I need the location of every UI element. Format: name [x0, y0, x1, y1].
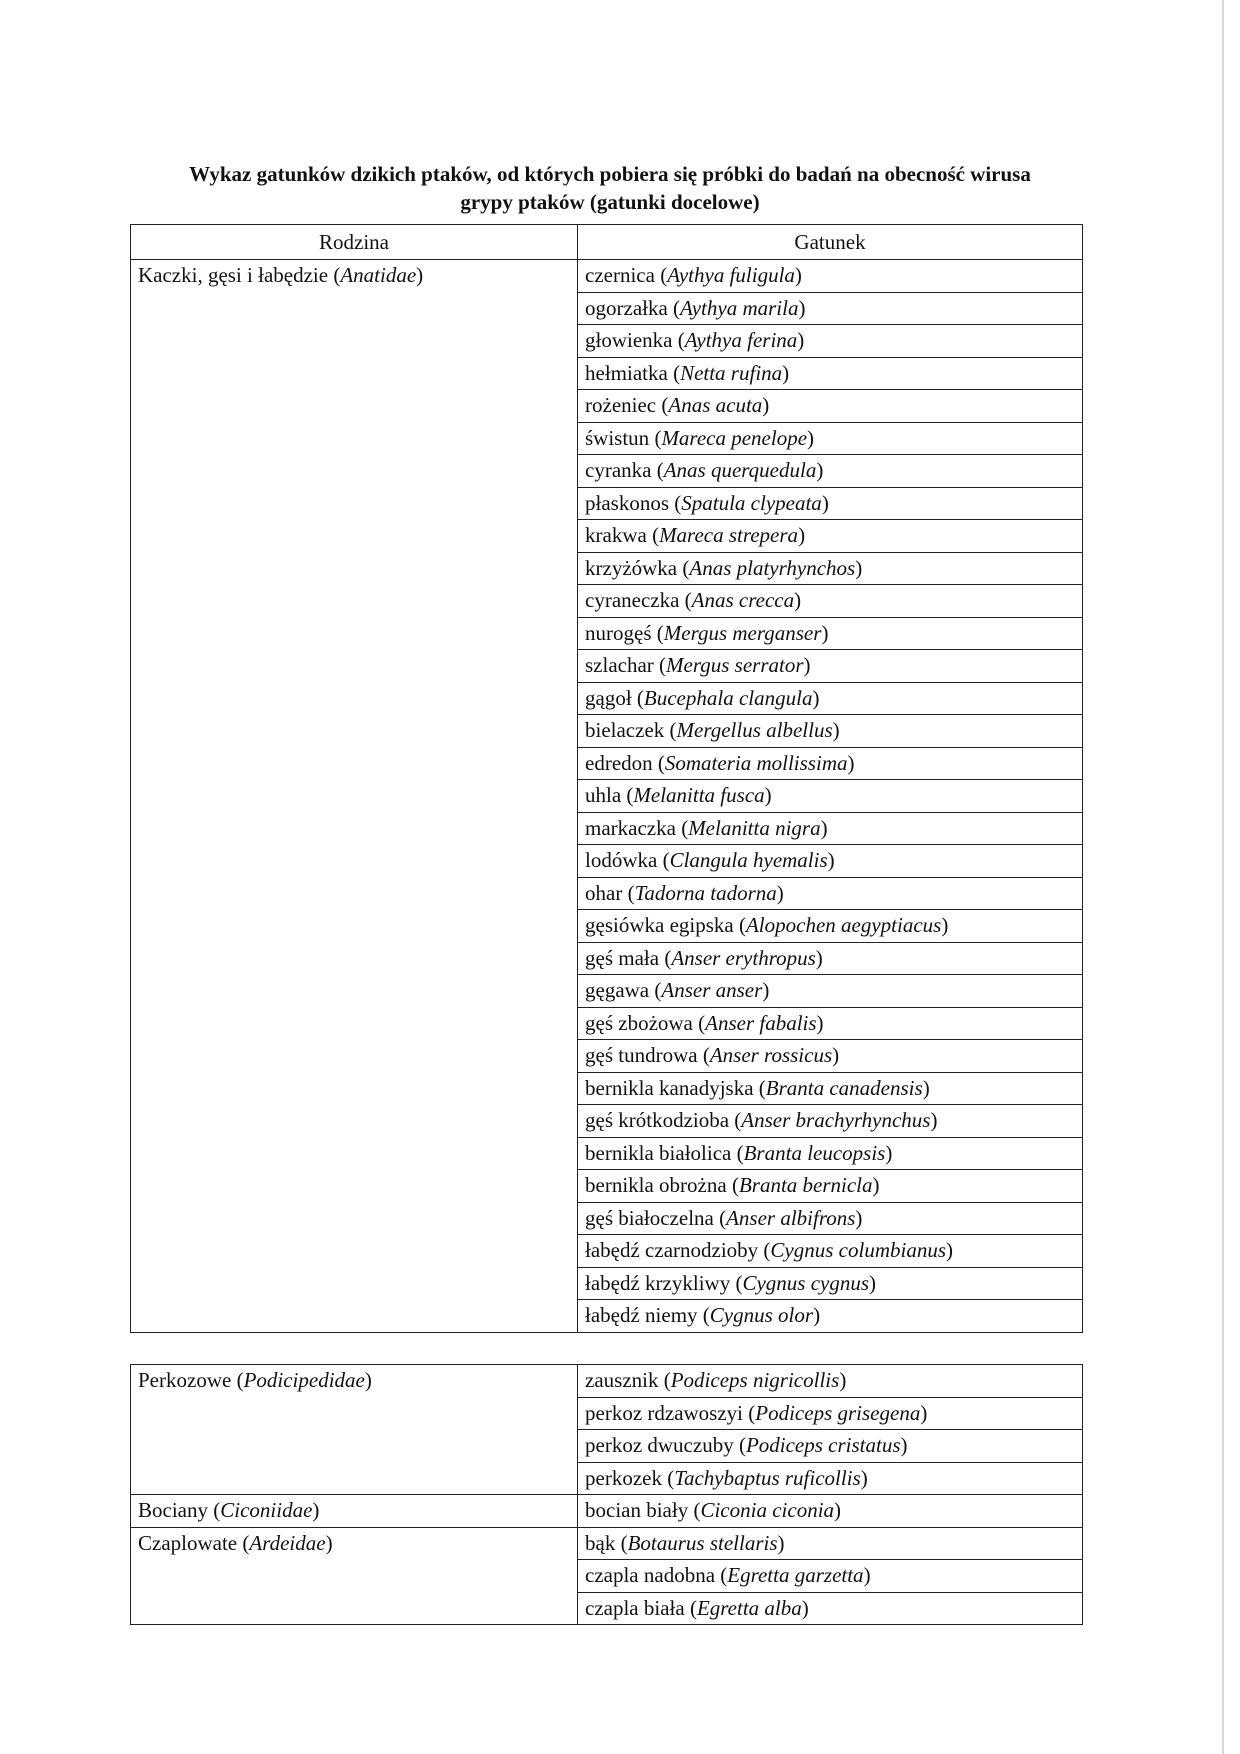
species-latin-name: Branta leucopsis	[743, 1140, 886, 1165]
species-common-name: bocian biały	[585, 1498, 689, 1522]
species-cell: perkoz rdzawoszyi (Podiceps grisegena)	[578, 1397, 1083, 1430]
species-cell: rożeniec (Anas acuta)	[578, 390, 1083, 423]
species-common-name: zausznik	[585, 1368, 659, 1392]
species-latin-name: Mergus merganser	[663, 620, 822, 645]
species-cell: cyranka (Anas querquedula)	[578, 455, 1083, 488]
species-latin-name: Aythya ferina	[684, 328, 798, 352]
species-common-name: bernikla białolica	[585, 1140, 732, 1165]
header-species: Gatunek	[578, 225, 1083, 260]
species-common-name: cyraneczka	[585, 588, 680, 612]
species-latin-name: Anas crecca	[691, 588, 795, 612]
species-cell: uhla (Melanitta fusca)	[578, 780, 1083, 813]
species-latin-name: Ciconia ciconia	[700, 1498, 835, 1522]
species-common-name: perkoz dwuczuby	[585, 1433, 734, 1457]
species-common-name: rożeniec	[585, 393, 657, 417]
family-latin-name: Ciconiidae	[220, 1498, 313, 1522]
species-common-name: lodówka	[585, 848, 658, 872]
species-common-name: świstun	[585, 425, 650, 450]
species-latin-name: Anser fabalis	[705, 1010, 817, 1035]
species-common-name: gęgawa	[585, 978, 650, 1002]
species-latin-name: Botaurus stellaris	[627, 1530, 778, 1555]
family-common-name: Perkozowe	[138, 1368, 232, 1392]
species-common-name: krzyżówka	[585, 555, 678, 580]
table-row	[131, 260, 1083, 293]
species-cell: gęgawa (Anser anser)	[578, 975, 1083, 1008]
species-cell: gęś tundrowa (Anser rossicus)	[578, 1040, 1083, 1073]
species-latin-name: Anser rossicus	[709, 1043, 833, 1067]
species-cell: łabędź czarnodzioby (Cygnus columbianus)	[578, 1235, 1083, 1268]
species-latin-name: Aythya fuligula	[667, 263, 795, 287]
species-cell: gęś białoczelna (Anser albifrons)	[578, 1202, 1083, 1235]
species-cell: nurogęś (Mergus merganser)	[578, 617, 1083, 650]
species-cell: łabędź niemy (Cygnus olor)	[578, 1300, 1083, 1333]
species-cell: edredon (Somateria mollissima)	[578, 747, 1083, 780]
species-cell: szlachar (Mergus serrator)	[578, 650, 1083, 683]
scan-edge-line	[1222, 0, 1224, 1754]
table-row	[131, 1365, 1083, 1398]
header-family: Rodzina	[131, 225, 578, 260]
species-cell: płaskonos (Spatula clypeata)	[578, 487, 1083, 520]
species-cell: bielaczek (Mergellus albellus)	[578, 715, 1083, 748]
species-cell: bernikla obrożna (Branta bernicla)	[578, 1170, 1083, 1203]
species-cell: krzyżówka (Anas platyrhynchos)	[578, 552, 1083, 585]
species-latin-name: Anser anser	[661, 978, 763, 1002]
family-latin-name: Podicipedidae	[243, 1368, 365, 1392]
species-cell: bernikla kanadyjska (Branta canadensis)	[578, 1072, 1083, 1105]
species-cell: krakwa (Mareca strepera)	[578, 520, 1083, 553]
species-common-name: czapla nadobna	[585, 1563, 716, 1587]
species-latin-name: Bucephala clangula	[643, 685, 813, 710]
page-title-line-1: Wykaz gatunków dzikich ptaków, od których pobiera się próbki do badań na obecność wirusa	[189, 162, 1031, 186]
species-cell: bąk (Botaurus stellaris)	[578, 1527, 1083, 1560]
table-row	[131, 1495, 1083, 1528]
species-cell: czernica (Aythya fuligula)	[578, 260, 1083, 293]
species-cell: czapla nadobna (Egretta garzetta)	[578, 1560, 1083, 1593]
species-latin-name: Cygnus cygnus	[742, 1270, 870, 1295]
page-title	[130, 160, 1090, 216]
species-latin-name: Branta canadensis	[765, 1075, 923, 1100]
species-common-name: perkozek	[585, 1465, 662, 1490]
species-cell: gęś mała (Anser erythropus)	[578, 942, 1083, 975]
species-latin-name: Anser erythropus	[671, 945, 816, 970]
species-latin-name: Podiceps nigricollis	[670, 1368, 840, 1392]
table-header-row	[131, 225, 1083, 260]
species-common-name: bielaczek	[585, 718, 665, 742]
species-table-secondary-body	[131, 1365, 1083, 1625]
species-cell: bernikla białolica (Branta leucopsis)	[578, 1137, 1083, 1170]
species-common-name: uhla	[585, 783, 622, 807]
species-common-name: czapla biała	[585, 1595, 685, 1620]
species-cell: perkoz dwuczuby (Podiceps cristatus)	[578, 1430, 1083, 1463]
species-latin-name: Cygnus columbianus	[770, 1238, 946, 1262]
species-common-name: bąk	[585, 1530, 616, 1555]
species-common-name: perkoz rdzawoszyi	[585, 1400, 744, 1425]
species-table-secondary	[130, 1364, 1083, 1625]
family-latin-name: Ardeidae	[249, 1530, 326, 1555]
table-row	[131, 1527, 1083, 1560]
species-common-name: gęś tundrowa	[585, 1043, 698, 1067]
species-common-name: markaczka	[585, 815, 676, 840]
species-latin-name: Egretta alba	[696, 1595, 802, 1620]
species-latin-name: Cygnus olor	[709, 1303, 814, 1327]
species-latin-name: Anser brachyrhynchus	[741, 1108, 931, 1132]
species-common-name: gęś białoczelna	[585, 1205, 714, 1230]
family-cell: Kaczki, gęsi i łabędzie (Anatidae)	[131, 260, 578, 1333]
species-cell: zausznik (Podiceps nigricollis)	[578, 1365, 1083, 1398]
species-common-name: szlachar	[585, 653, 654, 677]
species-latin-name: Netta rufina	[680, 360, 783, 385]
species-common-name: płaskonos	[585, 490, 669, 515]
species-latin-name: Branta bernicla	[738, 1173, 873, 1197]
species-common-name: krakwa	[585, 523, 647, 547]
species-latin-name: Anas platyrhynchos	[689, 555, 856, 580]
species-common-name: łabędź czarnodzioby	[585, 1238, 759, 1262]
species-common-name: gęś mała	[585, 945, 660, 970]
species-latin-name: Clangula hyemalis	[669, 848, 828, 872]
species-common-name: gęsiówka egipska	[585, 913, 734, 937]
species-latin-name: Tachybaptus ruficollis	[674, 1465, 861, 1490]
species-latin-name: Podiceps grisegena	[755, 1400, 921, 1425]
species-common-name: edredon	[585, 750, 653, 775]
species-common-name: bernikla kanadyjska	[585, 1075, 754, 1100]
species-cell: hełmiatka (Netta rufina)	[578, 357, 1083, 390]
species-latin-name: Mareca strepera	[659, 523, 799, 547]
species-common-name: gęś krótkodzioba	[585, 1108, 730, 1132]
family-latin-name: Anatidae	[340, 263, 417, 287]
species-latin-name: Spatula clypeata	[681, 490, 822, 515]
species-common-name: ohar	[585, 880, 623, 905]
species-cell: markaczka (Melanitta nigra)	[578, 812, 1083, 845]
species-common-name: głowienka	[585, 328, 673, 352]
family-common-name: Czaplowate	[138, 1530, 238, 1555]
species-latin-name: Mergus serrator	[666, 653, 804, 677]
species-common-name: bernikla obrożna	[585, 1173, 727, 1197]
species-latin-name: Mareca penelope	[661, 425, 808, 450]
species-latin-name: Anas querquedula	[663, 458, 817, 482]
species-table-main-body	[131, 260, 1083, 1333]
species-latin-name: Melanitta nigra	[688, 815, 821, 840]
species-cell: gęś krótkodzioba (Anser brachyrhynchus)	[578, 1105, 1083, 1138]
species-cell: lodówka (Clangula hyemalis)	[578, 845, 1083, 878]
family-cell: Perkozowe (Podicipedidae)	[131, 1365, 578, 1495]
species-common-name: gęś zbożowa	[585, 1010, 693, 1035]
species-common-name: ogorzałka	[585, 295, 668, 320]
species-cell: perkozek (Tachybaptus ruficollis)	[578, 1462, 1083, 1495]
species-latin-name: Tadorna tadorna	[634, 880, 777, 905]
species-cell: ohar (Tadorna tadorna)	[578, 877, 1083, 910]
species-common-name: czernica	[585, 263, 655, 287]
species-table-main	[130, 224, 1083, 1333]
species-cell: gęsiówka egipska (Alopochen aegyptiacus)	[578, 910, 1083, 943]
species-cell: ogorzałka (Aythya marila)	[578, 292, 1083, 325]
species-latin-name: Somateria mollissima	[664, 750, 848, 775]
species-latin-name: Aythya marila	[680, 295, 799, 320]
species-latin-name: Egretta garzetta	[727, 1563, 864, 1587]
species-common-name: hełmiatka	[585, 360, 668, 385]
species-cell: czapla biała (Egretta alba)	[578, 1592, 1083, 1625]
family-common-name: Kaczki, gęsi i łabędzie	[138, 263, 329, 287]
species-cell: świstun (Mareca penelope)	[578, 422, 1083, 455]
family-cell: Czaplowate (Ardeidae)	[131, 1527, 578, 1625]
species-latin-name: Mergellus albellus	[676, 718, 833, 742]
species-cell: łabędź krzykliwy (Cygnus cygnus)	[578, 1267, 1083, 1300]
species-common-name: cyranka	[585, 458, 652, 482]
species-latin-name: Anser albifrons	[726, 1205, 856, 1230]
species-cell: głowienka (Aythya ferina)	[578, 325, 1083, 358]
species-latin-name: Alopochen aegyptiacus	[745, 913, 942, 937]
species-cell: gągoł (Bucephala clangula)	[578, 682, 1083, 715]
species-latin-name: Anas acuta	[668, 393, 763, 417]
species-cell: bocian biały (Ciconia ciconia)	[578, 1495, 1083, 1528]
family-cell: Bociany (Ciconiidae)	[131, 1495, 578, 1528]
species-common-name: łabędź niemy	[585, 1303, 698, 1327]
species-common-name: łabędź krzykliwy	[585, 1270, 731, 1295]
family-common-name: Bociany	[138, 1498, 208, 1522]
species-common-name: nurogęś	[585, 620, 652, 645]
species-common-name: gągoł	[585, 685, 632, 710]
species-latin-name: Melanitta fusca	[633, 783, 765, 807]
species-latin-name: Podiceps cristatus	[745, 1433, 901, 1457]
species-cell: gęś zbożowa (Anser fabalis)	[578, 1007, 1083, 1040]
species-cell: cyraneczka (Anas crecca)	[578, 585, 1083, 618]
page-title-line-2: grypy ptaków (gatunki docelowe)	[460, 190, 760, 214]
